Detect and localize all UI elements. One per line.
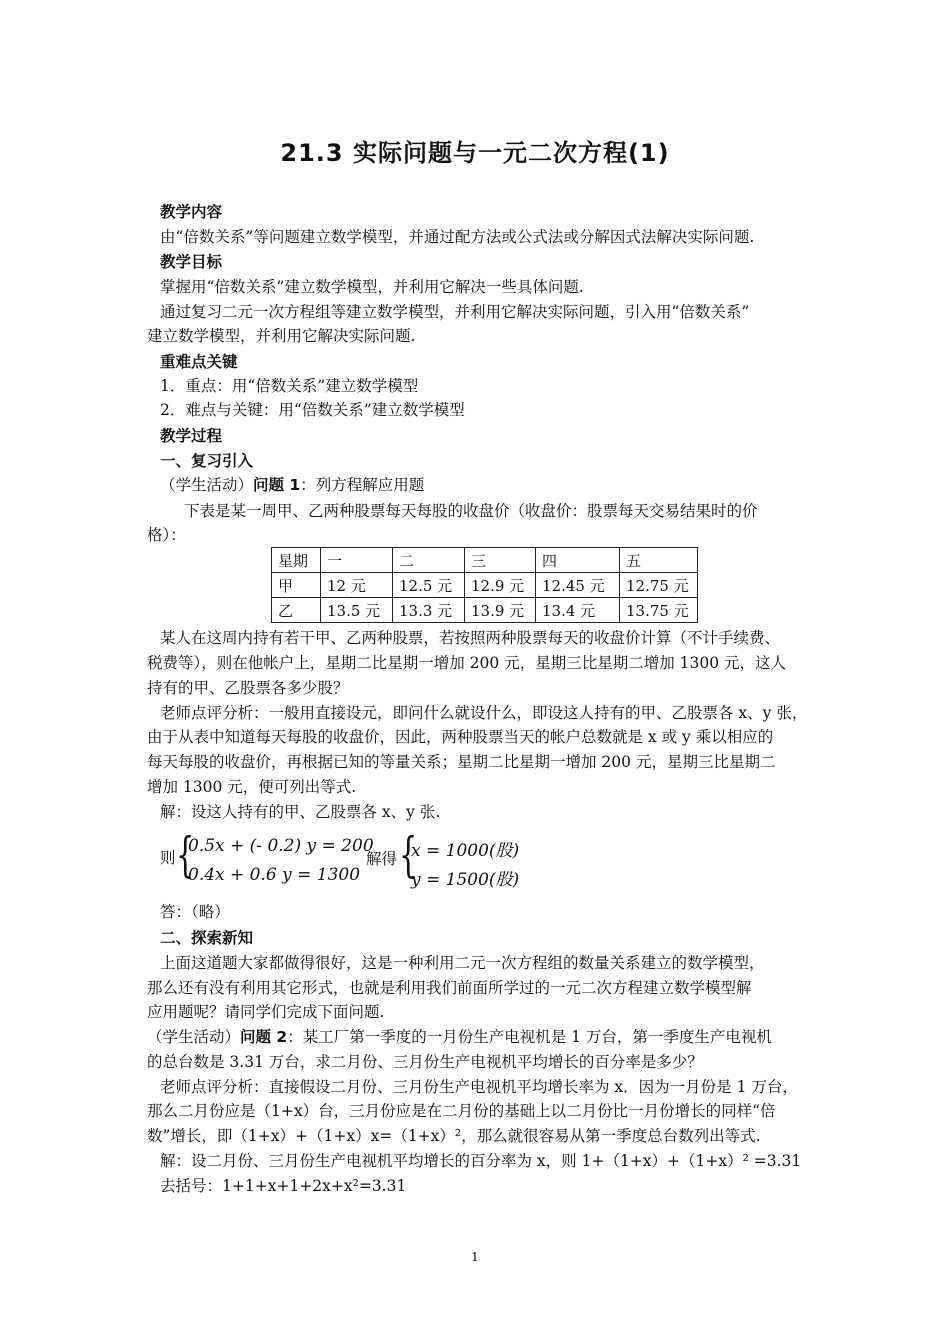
paragraph: 增加 1300 元，便可列出等式. [147, 778, 357, 796]
right-brace: { [399, 827, 418, 883]
heading-key-points: 重难点关键 [160, 353, 238, 371]
table-row [272, 548, 698, 573]
equation-1: 0.5x + (- 0.2) y = 200 [188, 836, 374, 856]
paragraph: 上面这道题大家都做得很好，这是一种利用二元一次方程组的数量关系建立的数学模型， [160, 954, 765, 972]
table-cell: 13.3 元 [393, 598, 465, 623]
paragraph: 去括号：1+1+x+1+2x+x²=3.31 [160, 1177, 407, 1195]
paragraph: 掌握用“倍数关系”建立数学模型，并利用它解决一些具体问题. [160, 278, 584, 296]
paragraph: （学生活动）问题 1：列方程解应用题 [160, 476, 425, 494]
paragraph: 2．难点与关键：用“倍数关系”建立数学模型 [160, 401, 465, 419]
page-number: 1 [471, 1250, 479, 1264]
paragraph: 税费等），则在他帐户上，星期二比星期一增加 200 元，星期三比星期二增加 1300 元，这人 [147, 654, 786, 672]
paragraph: （学生活动）问题 2：某工厂第一季度的一月份生产电视机是 1 万台，第一季度生产电视机 [147, 1028, 772, 1046]
paragraph: 应用题呢？请同学们完成下面问题. [147, 1003, 385, 1021]
heading-goals: 教学目标 [160, 253, 223, 271]
solution-label: 解得 [366, 850, 398, 868]
paragraph: 那么还有没有利用其它形式，也就是利用我们前面所学过的一元二次方程建立数学模型解 [147, 979, 752, 997]
table-cell: 乙 [272, 598, 321, 623]
paragraph: 解：设二月份、三月份生产电视机平均增长的百分率为 x，则 1+（1+x）+（1+x）² =3.31 [160, 1152, 802, 1170]
paragraph: 老师点评分析：一般用直接设元，即问什么就设什么，即设这人持有的甲、乙股票各 x、y 张， [160, 704, 808, 722]
equation-label: 则 [160, 849, 176, 867]
table-cell: 二 [393, 548, 465, 573]
table-cell: 12.5 元 [393, 573, 465, 598]
table-cell: 三 [465, 548, 536, 573]
equation-2: 0.4x + 0.6 y = 1300 [188, 865, 361, 885]
paragraph: 由“倍数关系”等问题建立数学模型，并通过配方法或公式法或分解因式法解决实际问题. [160, 228, 755, 246]
paragraph: 数”增长，即（1+x）+（1+x）x=（1+x）²，那么就很容易从第一季度总台数列出等式. [147, 1127, 761, 1145]
solution-2: y = 1500(股) [411, 870, 520, 890]
table-cell: 12.45 元 [536, 573, 620, 598]
table-cell: 甲 [272, 573, 321, 598]
table-row [272, 573, 698, 598]
table-cell: 四 [536, 548, 620, 573]
table-cell: 一 [321, 548, 393, 573]
page-title: 21.3 实际问题与一元二次方程(1) [280, 139, 670, 167]
table-cell: 12 元 [321, 573, 393, 598]
paragraph: 每天每股的收盘价，再根据已知的等量关系；星期二比星期一增加 200 元，星期三比星期二 [147, 753, 776, 771]
paragraph: 老师点评分析：直接假设二月份、三月份生产电视机平均增长率为 x．因为一月份是 1 万台， [160, 1078, 798, 1096]
table-cell: 五 [620, 548, 698, 573]
table-cell: 星期 [272, 548, 321, 573]
paragraph: 的总台数是 3.31 万台，求二月份、三月份生产电视机平均增长的百分率是多少？ [147, 1053, 703, 1071]
solution-1: x = 1000(股) [411, 841, 520, 861]
table-cell: 13.75 元 [620, 598, 698, 623]
paragraph: 1．重点：用“倍数关系”建立数学模型 [160, 377, 419, 395]
heading-content: 教学内容 [160, 203, 223, 221]
paragraph: 持有的甲、乙股票各多少股？ [147, 679, 349, 697]
paragraph: 下表是某一周甲、乙两种股票每天每股的收盘价（收盘价：股票每天交易结果时的价 [184, 502, 758, 520]
paragraph: 由于从表中知道每天每股的收盘价，因此，两种股票当天的帐户总数就是 x 或 y 乘以相应的 [147, 728, 774, 746]
section-heading: 二、探索新知 [160, 929, 254, 947]
paragraph: 答：（略） [160, 903, 230, 921]
paragraph: 建立数学模型，并利用它解决实际问题. [147, 327, 416, 345]
paragraph: 通过复习二元一次方程组等建立数学模型，并利用它解决实际问题，引入用“倍数关系” [160, 303, 750, 321]
paragraph: 解：设这人持有的甲、乙股票各 x、y 张. [160, 803, 441, 821]
table-row [272, 598, 698, 623]
table-cell: 13.5 元 [321, 598, 393, 623]
heading-process: 教学过程 [160, 427, 223, 445]
paragraph: 格）： [147, 526, 186, 544]
table-cell: 12.75 元 [620, 573, 698, 598]
stock-price-table [271, 547, 698, 623]
paragraph: 那么二月份应是（1+x）台，三月份应是在二月份的基础上以二月份比一月份增长的同样“倍 [147, 1102, 776, 1120]
table-cell: 13.9 元 [465, 598, 536, 623]
left-brace: { [176, 827, 195, 883]
paragraph: 某人在这周内持有若干甲、乙两种股票，若按照两种股票每天的收盘价计算（不计手续费、 [160, 629, 781, 647]
table-cell: 13.4 元 [536, 598, 620, 623]
table-cell: 12.9 元 [465, 573, 536, 598]
section-heading: 一、复习引入 [160, 452, 254, 470]
